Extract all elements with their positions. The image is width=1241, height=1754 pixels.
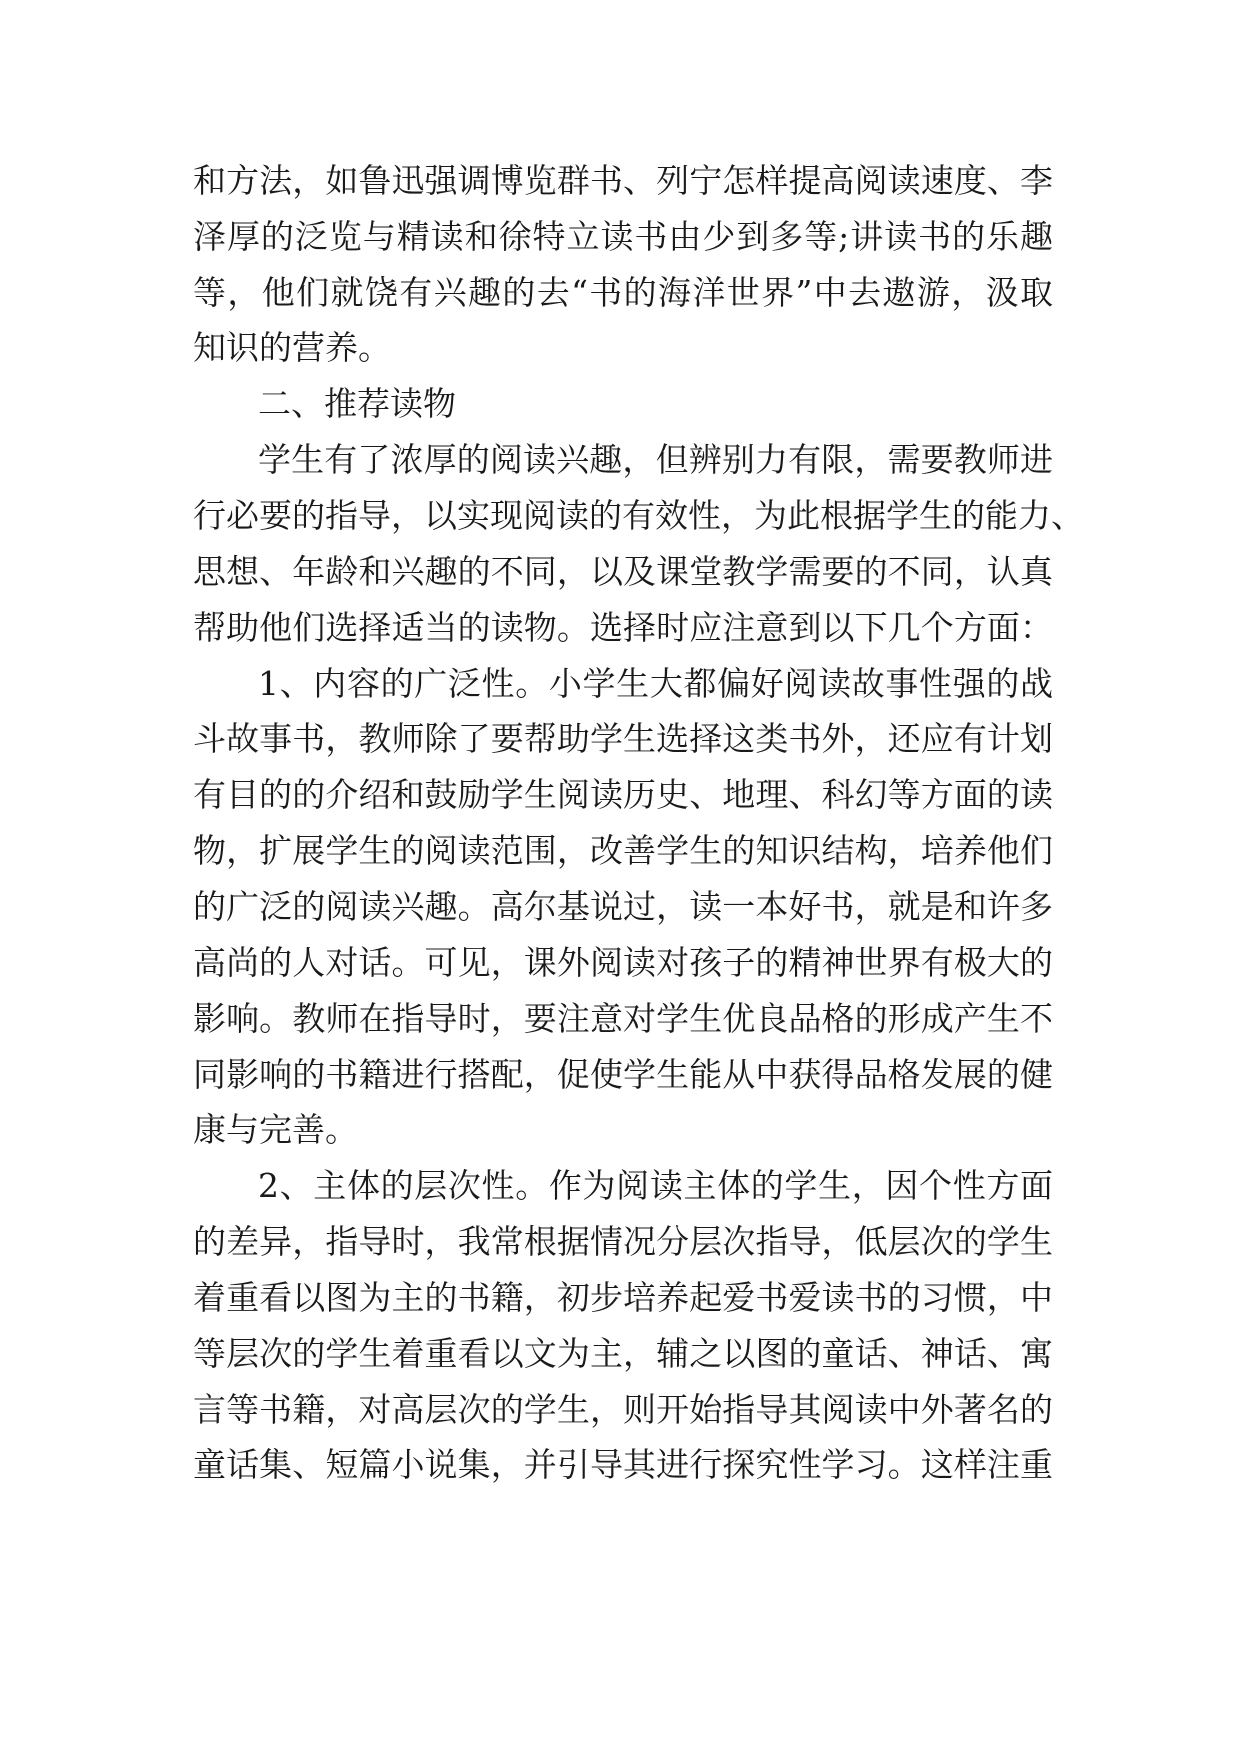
text-line: 同影响的书籍进行搭配，促使学生能从中获得品格发展的健 bbox=[193, 1055, 1053, 1094]
text-line: 影响。教师在指导时，要注意对学生优良品格的形成产生不 bbox=[193, 999, 1053, 1038]
text-line: 2、主体的层次性。作为阅读主体的学生，因个性方面 bbox=[258, 1166, 1053, 1205]
text-line: 泽厚的泛览与精读和徐特立读书由少到多等;讲读书的乐趣 bbox=[193, 217, 1053, 256]
text-line: 学生有了浓厚的阅读兴趣，但辨别力有限，需要教师进 bbox=[258, 440, 1053, 479]
text-line: 帮助他们选择适当的读物。选择时应注意到以下几个方面： bbox=[193, 608, 1053, 647]
text-line: 有目的的介绍和鼓励学生阅读历史、地理、科幻等方面的读 bbox=[193, 775, 1053, 814]
text-line: 的差异，指导时，我常根据情况分层次指导，低层次的学生 bbox=[193, 1222, 1053, 1261]
text-line: 等，他们就饶有兴趣的去“书的海洋世界”中去遨游，汲取 bbox=[193, 273, 1053, 312]
text-line: 知识的营养。 bbox=[193, 328, 391, 367]
text-line: 和方法，如鲁迅强调博览群书、列宁怎样提高阅读速度、李 bbox=[193, 161, 1053, 200]
text-line: 物，扩展学生的阅读范围，改善学生的知识结构，培养他们 bbox=[193, 831, 1053, 870]
text-line: 言等书籍，对高层次的学生，则开始指导其阅读中外著名的 bbox=[193, 1390, 1053, 1429]
text-line: 斗故事书，教师除了要帮助学生选择这类书外，还应有计划 bbox=[193, 719, 1053, 758]
text-line: 行必要的指导，以实现阅读的有效性，为此根据学生的能力、 bbox=[193, 496, 1084, 535]
text-line: 童话集、短篇小说集，并引导其进行探究性学习。这样注重 bbox=[193, 1445, 1053, 1484]
text-line: 1、内容的广泛性。小学生大都偏好阅读故事性强的战 bbox=[258, 664, 1053, 703]
text-line: 的广泛的阅读兴趣。高尔基说过，读一本好书，就是和许多 bbox=[193, 887, 1053, 926]
text-line: 康与完善。 bbox=[193, 1110, 358, 1149]
text-line: 着重看以图为主的书籍，初步培养起爱书爱读书的习惯，中 bbox=[193, 1278, 1053, 1317]
text-line: 思想、年龄和兴趣的不同，以及课堂教学需要的不同，认真 bbox=[193, 552, 1053, 591]
text-line: 高尚的人对话。可见，课外阅读对孩子的精神世界有极大的 bbox=[193, 943, 1053, 982]
section-heading: 二、推荐读物 bbox=[258, 384, 456, 423]
text-line: 等层次的学生着重看以文为主，辅之以图的童话、神话、寓 bbox=[193, 1334, 1053, 1373]
